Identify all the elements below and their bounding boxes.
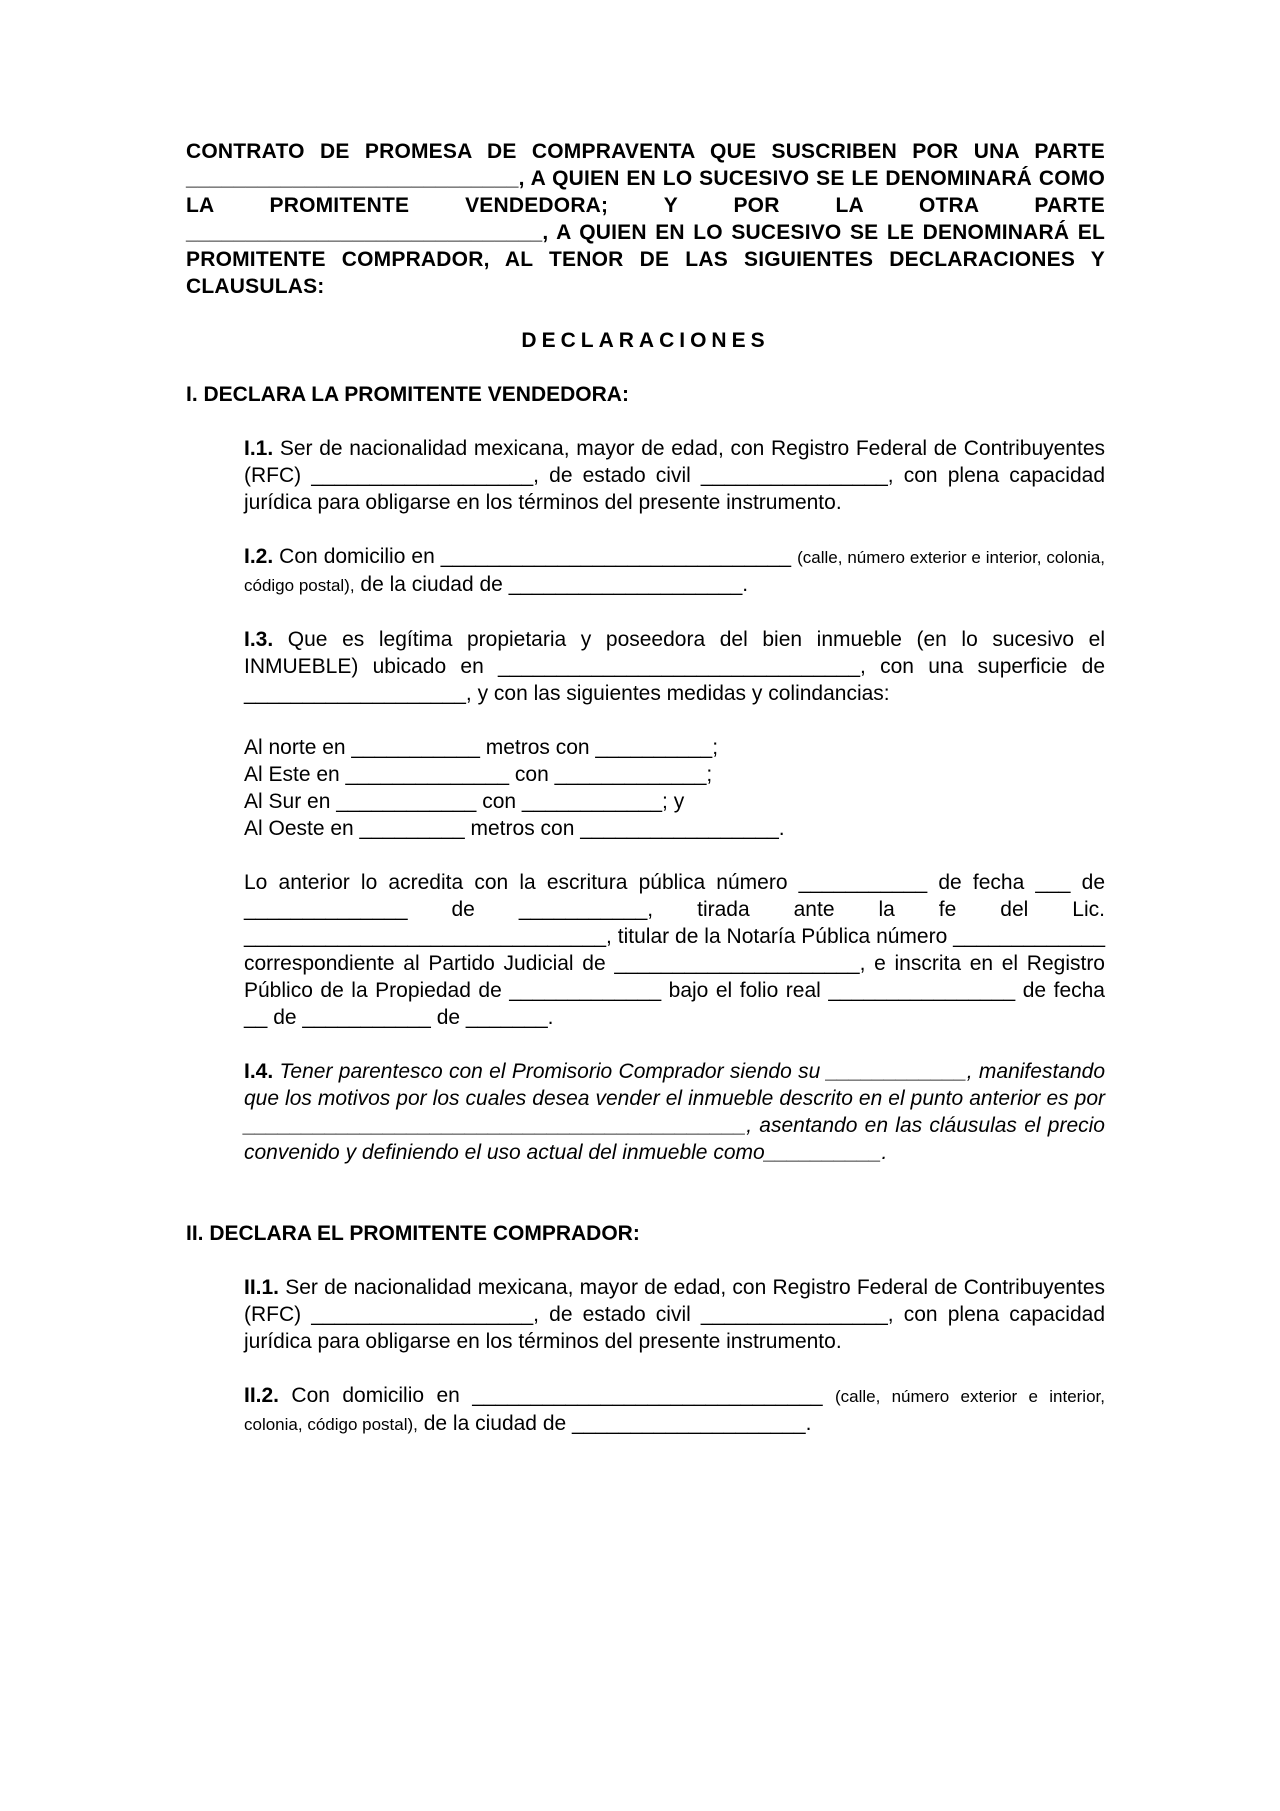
clause-i2: [244, 543, 1105, 599]
clause-i1: [244, 435, 1105, 516]
boundary-east: Al Este en ______________ con _____________;: [244, 763, 713, 786]
clause-number: I.4.: [244, 1060, 274, 1083]
clause-text: Ser de nacionalidad mexicana, mayor de edad, con Registro Federal de Contribuyentes (RFC) ___________________, de estado civil ________________, con plena capacidad jurídica para obligarse en los términos del presente instrumento.: [244, 1276, 1105, 1353]
clause-number: I.1.: [244, 437, 274, 460]
address-note: (calle, número exterior e interior, colonia, código postal),: [244, 548, 1105, 595]
boundary-south: Al Sur en ____________ con ____________; y: [244, 790, 685, 813]
clause-text: Con domicilio en ______________________________: [273, 545, 798, 568]
clause-text: Tener parentesco con el Promisorio Comprador siendo su ____________, manifestando que los motivos por los cuales desea vender el inmueble descrito en el punto anterior es por ___________________________________________, asentando en las cláusulas el precio convenido y definiendo el uso actual del inmueble como__________.: [244, 1060, 1105, 1164]
section-vendedora-heading: I. DECLARA LA PROMITENTE VENDEDORA:: [186, 383, 629, 406]
document-body: [186, 138, 1105, 1438]
clause-number: I.3.: [244, 628, 274, 651]
clause-i4: [244, 1058, 1105, 1166]
section-comprador-heading: II. DECLARA EL PROMITENTE COMPRADOR:: [186, 1222, 640, 1245]
clause-text: Con domicilio en ______________________________: [279, 1384, 835, 1407]
declaraciones-heading: DECLARACIONES: [521, 329, 770, 352]
clause-number: I.2.: [244, 545, 274, 568]
address-note: (calle, número exterior e interior, colonia, código postal),: [244, 1387, 1105, 1434]
boundaries-list: [244, 734, 1105, 842]
clause-text-city: de la ciudad de ____________________.: [354, 573, 749, 596]
spacer: [186, 1166, 1105, 1193]
boundary-west: Al Oeste en _________ metros con _________________.: [244, 817, 785, 840]
clause-text: Que es legítima propietaria y poseedora del bien inmueble (en lo sucesivo el INMUEBLE) ubicado en _______________________________, con una superficie de ___________________, y con las siguientes medidas y colindancias:: [244, 628, 1105, 705]
deed-paragraph: Lo anterior lo acredita con la escritura pública número ___________ de fecha ___ de ______________ de ___________, tirada ante la fe del Lic. _______________________________, titular de la Notaría Pública número _____________ correspondiente al Partido Judicial de _____________________, e inscrita en el Registro Público de la Propiedad de _____________ bajo el folio real ________________ de fecha __ de ___________ de _______.: [244, 871, 1105, 1029]
clause-ii2: [244, 1382, 1105, 1438]
boundary-north: Al norte en ___________ metros con __________;: [244, 736, 719, 759]
clause-text-city: de la ciudad de ____________________.: [417, 1412, 812, 1435]
clause-i3: [244, 626, 1105, 707]
clause-ii1: [244, 1274, 1105, 1355]
contract-title: CONTRATO DE PROMESA DE COMPRAVENTA QUE SUSCRIBEN POR UNA PARTE ____________________________, A QUIEN EN LO SUCESIVO SE LE DENOMINARÁ COMO LA PROMITENTE VENDEDORA; Y POR LA OTRA PARTE ______________________________, A QUIEN EN LO SUCESIVO SE LE DENOMINARÁ EL PROMITENTE COMPRADOR, AL TENOR DE LAS SIGUIENTES DECLARACIONES Y CLAUSULAS:: [186, 140, 1105, 298]
clause-number: II.2.: [244, 1384, 280, 1407]
clause-number: II.1.: [244, 1276, 280, 1299]
clause-text: Ser de nacionalidad mexicana, mayor de edad, con Registro Federal de Contribuyentes (RFC) ___________________, de estado civil ________________, con plena capacidad jurídica para obligarse en los términos del presente instrumento.: [244, 437, 1105, 514]
